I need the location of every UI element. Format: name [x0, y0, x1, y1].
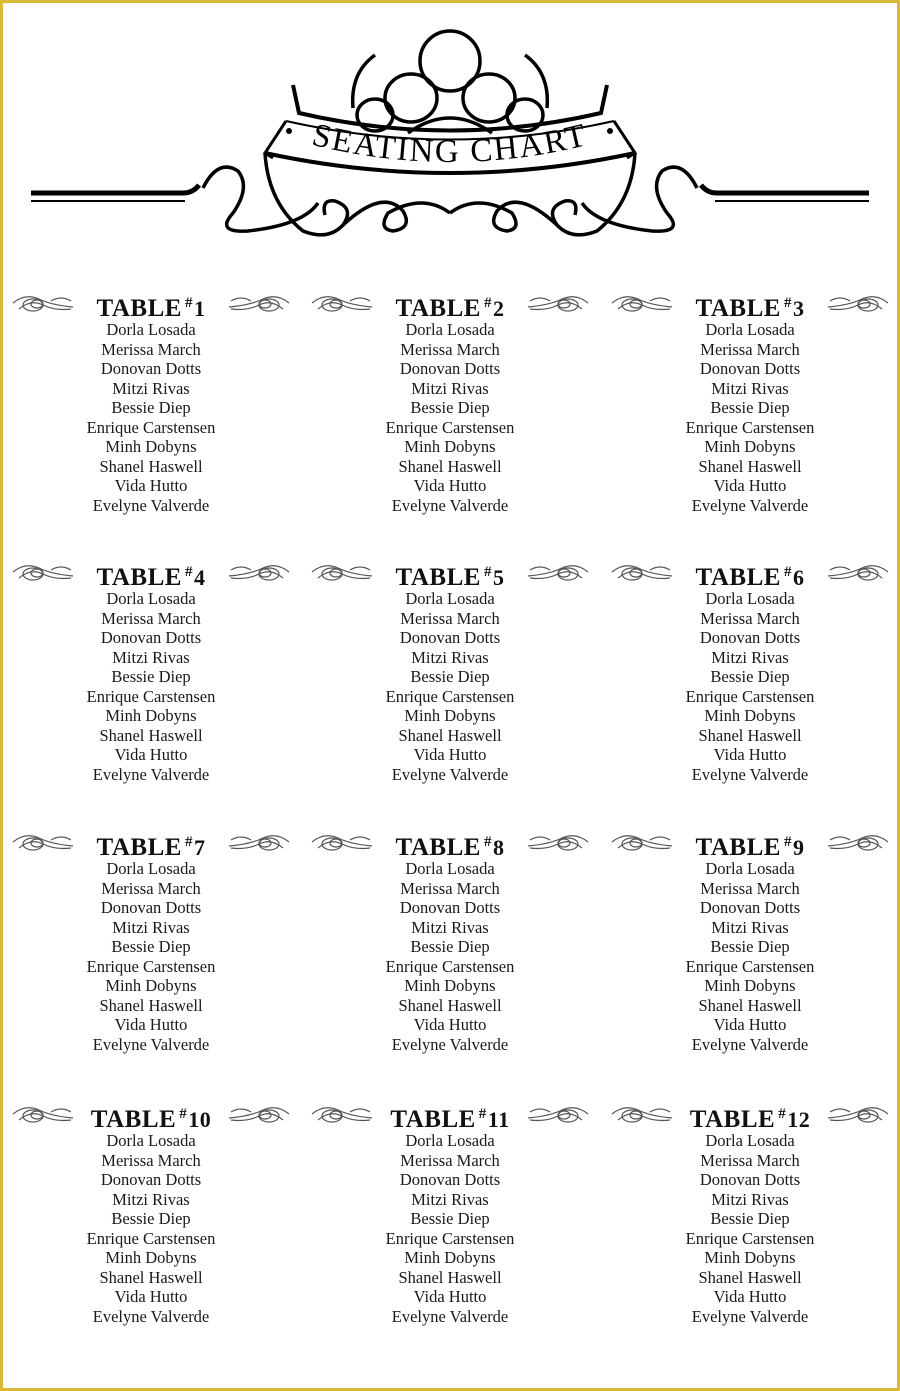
guest-name: Evelyne Valverde [691, 1034, 809, 1054]
guest-name: Shanel Haswell [99, 1267, 203, 1287]
guest-name: Evelyne Valverde [391, 764, 509, 784]
guest-name: Shanel Haswell [698, 456, 802, 476]
guest-name: Minh Dobyns [704, 1248, 796, 1267]
guest-name: Enrique Carstensen [86, 956, 216, 976]
guest-name: Minh Dobyns [404, 1248, 496, 1267]
guest-name: Bessie Diep [710, 667, 790, 686]
guest-name: Dorla Losada [405, 320, 495, 339]
table-number: 10 [188, 1107, 212, 1132]
guest-name: Minh Dobyns [105, 437, 197, 456]
guest-list [610, 320, 890, 515]
guest-name: Merissa March [700, 1150, 800, 1170]
guest-name: Vida Hutto [713, 1015, 787, 1034]
table-card [610, 1097, 890, 1326]
flourish-right-icon [526, 558, 590, 588]
guest-name: Vida Hutto [114, 1287, 188, 1306]
guest-name: Dorla Losada [705, 1131, 795, 1150]
guest-name: Bessie Diep [710, 398, 790, 417]
guest-name: Mitzi Rivas [411, 1189, 489, 1209]
guest-name: Dorla Losada [106, 320, 196, 339]
table-heading [11, 1097, 291, 1131]
page-title: SEATING CHART [308, 117, 592, 171]
guest-name: Evelyne Valverde [691, 764, 809, 784]
table-card [310, 286, 590, 515]
seating-chart-page [3, 3, 897, 1388]
table-label: TABLE [96, 295, 182, 322]
table-label: TABLE [395, 564, 481, 591]
table-number-sign: # [483, 834, 492, 850]
guest-name: Vida Hutto [413, 1015, 487, 1034]
guest-name: Mitzi Rivas [711, 647, 789, 667]
guest-name: Vida Hutto [413, 476, 487, 495]
guest-name: Vida Hutto [713, 745, 787, 764]
guest-name: Minh Dobyns [404, 437, 496, 456]
table-label: TABLE [96, 564, 182, 591]
table-card [610, 286, 890, 515]
table-label: TABLE [695, 834, 781, 861]
guest-name: Donovan Dotts [100, 1170, 202, 1189]
guest-name: Shanel Haswell [398, 725, 502, 745]
guest-list [11, 1131, 291, 1326]
table-number-sign: # [483, 564, 492, 580]
table-card [610, 555, 890, 784]
guest-name: Mitzi Rivas [112, 647, 190, 667]
guest-name: Minh Dobyns [404, 706, 496, 725]
table-number: 2 [492, 296, 505, 321]
guest-name: Evelyne Valverde [391, 1034, 509, 1054]
guest-name: Bessie Diep [111, 667, 191, 686]
table-number-sign: # [184, 295, 193, 311]
guest-name: Donovan Dotts [100, 359, 202, 378]
svg-text:SEATING CHART [309, 117, 591, 170]
table-label: TABLE [689, 1106, 776, 1133]
guest-name: Bessie Diep [410, 667, 490, 686]
guest-name: Enrique Carstensen [685, 956, 815, 976]
table-number-sign: # [783, 295, 792, 311]
guest-name: Merissa March [700, 878, 800, 898]
guest-name: Mitzi Rivas [112, 378, 190, 398]
guest-name: Minh Dobyns [105, 1248, 197, 1267]
guest-name: Enrique Carstensen [385, 686, 515, 706]
table-heading [310, 1097, 590, 1131]
guest-name: Bessie Diep [710, 937, 790, 956]
guest-name: Bessie Diep [410, 1209, 490, 1228]
guest-name: Enrique Carstensen [685, 1228, 815, 1248]
flourish-right-icon [227, 289, 291, 319]
guest-name: Evelyne Valverde [391, 1306, 509, 1326]
table-number-sign: # [179, 1106, 188, 1122]
guest-name: Shanel Haswell [698, 725, 802, 745]
table-card [310, 1097, 590, 1326]
guest-name: Vida Hutto [413, 745, 487, 764]
guest-list [610, 589, 890, 784]
guest-name: Vida Hutto [114, 476, 188, 495]
table-number: 6 [792, 565, 805, 590]
guest-name: Donovan Dotts [699, 628, 801, 647]
table-label: TABLE [90, 1106, 177, 1133]
guest-name: Dorla Losada [106, 589, 196, 608]
table-number-sign: # [184, 564, 193, 580]
guest-name: Enrique Carstensen [86, 686, 216, 706]
guest-name: Merissa March [700, 339, 800, 359]
guest-name: Evelyne Valverde [92, 1034, 210, 1054]
guest-list [310, 859, 590, 1054]
guest-name: Vida Hutto [114, 1015, 188, 1034]
guest-name: Donovan Dotts [699, 359, 801, 378]
guest-name: Bessie Diep [410, 937, 490, 956]
guest-name: Dorla Losada [405, 589, 495, 608]
table-card [610, 825, 890, 1054]
guest-name: Enrique Carstensen [685, 686, 815, 706]
guest-name: Enrique Carstensen [385, 1228, 515, 1248]
table-heading [610, 1097, 890, 1131]
guest-name: Donovan Dotts [699, 898, 801, 917]
table-label: TABLE [695, 564, 781, 591]
table-card [310, 825, 590, 1054]
flourish-right-icon [826, 558, 890, 588]
guest-name: Dorla Losada [705, 589, 795, 608]
guest-list [11, 589, 291, 784]
flourish-right-icon [826, 1100, 890, 1130]
guest-name: Minh Dobyns [105, 976, 197, 995]
guest-name: Vida Hutto [713, 1287, 787, 1306]
table-card [11, 825, 291, 1054]
guest-name: Shanel Haswell [99, 725, 203, 745]
table-heading [610, 555, 890, 589]
guest-name: Dorla Losada [405, 859, 495, 878]
guest-name: Evelyne Valverde [92, 764, 210, 784]
guest-name: Minh Dobyns [704, 437, 796, 456]
guest-name: Evelyne Valverde [391, 495, 509, 515]
guest-name: Shanel Haswell [398, 1267, 502, 1287]
guest-name: Merissa March [400, 339, 500, 359]
flourish-right-icon [526, 289, 590, 319]
table-card [11, 1097, 291, 1326]
guest-name: Mitzi Rivas [711, 917, 789, 937]
table-number: 11 [487, 1107, 510, 1132]
table-number-sign: # [783, 564, 792, 580]
guest-name: Donovan Dotts [399, 1170, 501, 1189]
guest-name: Evelyne Valverde [92, 495, 210, 515]
guest-list [310, 320, 590, 515]
table-number: 8 [492, 835, 505, 860]
table-heading [610, 286, 890, 320]
guest-name: Enrique Carstensen [86, 1228, 216, 1248]
flourish-right-icon [526, 1100, 590, 1130]
guest-name: Merissa March [101, 878, 201, 898]
guest-name: Donovan Dotts [100, 898, 202, 917]
guest-name: Mitzi Rivas [711, 1189, 789, 1209]
guest-name: Shanel Haswell [398, 995, 502, 1015]
guest-name: Donovan Dotts [399, 359, 501, 378]
guest-name: Bessie Diep [111, 1209, 191, 1228]
guest-name: Dorla Losada [705, 320, 795, 339]
guest-name: Shanel Haswell [698, 1267, 802, 1287]
guest-name: Enrique Carstensen [385, 956, 515, 976]
guest-name: Mitzi Rivas [411, 378, 489, 398]
guest-name: Shanel Haswell [99, 456, 203, 476]
guest-name: Minh Dobyns [404, 976, 496, 995]
guest-name: Enrique Carstensen [385, 417, 515, 437]
table-number: 1 [193, 296, 206, 321]
guest-name: Vida Hutto [713, 476, 787, 495]
header-ornament [3, 3, 897, 253]
guest-name: Bessie Diep [111, 937, 191, 956]
guest-name: Dorla Losada [705, 859, 795, 878]
guest-name: Enrique Carstensen [86, 417, 216, 437]
table-label: TABLE [390, 1106, 476, 1133]
table-label: TABLE [695, 295, 781, 322]
guest-name: Merissa March [400, 878, 500, 898]
guest-name: Mitzi Rivas [711, 378, 789, 398]
table-number: 5 [492, 565, 505, 590]
guest-name: Mitzi Rivas [411, 647, 489, 667]
guest-name: Bessie Diep [710, 1209, 790, 1228]
table-number: 12 [787, 1107, 811, 1132]
guest-name: Donovan Dotts [399, 628, 501, 647]
guest-name: Shanel Haswell [99, 995, 203, 1015]
table-number: 4 [193, 565, 206, 590]
guest-name: Minh Dobyns [704, 706, 796, 725]
guest-name: Evelyne Valverde [92, 1306, 210, 1326]
guest-list [610, 1131, 890, 1326]
table-card [11, 555, 291, 784]
flourish-right-icon [227, 1100, 291, 1130]
guest-name: Merissa March [101, 608, 201, 628]
table-heading [11, 825, 291, 859]
guest-name: Donovan Dotts [399, 898, 501, 917]
guest-name: Shanel Haswell [398, 456, 502, 476]
table-heading [11, 555, 291, 589]
table-label: TABLE [395, 834, 481, 861]
guest-list [11, 320, 291, 515]
flourish-right-icon [227, 828, 291, 858]
table-number-sign: # [483, 295, 492, 311]
guest-name: Shanel Haswell [698, 995, 802, 1015]
table-number: 7 [193, 835, 206, 860]
guest-name: Minh Dobyns [704, 976, 796, 995]
table-card [11, 286, 291, 515]
flourish-right-icon [826, 289, 890, 319]
flourish-right-icon [826, 828, 890, 858]
guest-list [310, 1131, 590, 1326]
guest-name: Enrique Carstensen [685, 417, 815, 437]
guest-name: Merissa March [101, 1150, 201, 1170]
guest-list [310, 589, 590, 784]
table-label: TABLE [395, 295, 481, 322]
guest-name: Mitzi Rivas [112, 1189, 190, 1209]
guest-list [11, 859, 291, 1054]
guest-name: Dorla Losada [106, 859, 196, 878]
table-heading [310, 825, 590, 859]
guest-name: Mitzi Rivas [411, 917, 489, 937]
flourish-right-icon [227, 558, 291, 588]
table-number-sign: # [783, 834, 792, 850]
table-number-sign: # [184, 834, 193, 850]
guest-name: Evelyne Valverde [691, 1306, 809, 1326]
guest-name: Mitzi Rivas [112, 917, 190, 937]
table-number: 3 [792, 296, 805, 321]
table-number-sign: # [778, 1106, 787, 1122]
table-heading [11, 286, 291, 320]
guest-name: Bessie Diep [410, 398, 490, 417]
guest-name: Evelyne Valverde [691, 495, 809, 515]
table-number: 9 [792, 835, 805, 860]
guest-name: Donovan Dotts [100, 628, 202, 647]
guest-name: Dorla Losada [106, 1131, 196, 1150]
table-label: TABLE [96, 834, 182, 861]
guest-name: Donovan Dotts [699, 1170, 801, 1189]
guest-name: Merissa March [101, 339, 201, 359]
guest-name: Bessie Diep [111, 398, 191, 417]
guest-name: Vida Hutto [413, 1287, 487, 1306]
guest-name: Minh Dobyns [105, 706, 197, 725]
guest-name: Vida Hutto [114, 745, 188, 764]
guest-list [610, 859, 890, 1054]
guest-name: Dorla Losada [405, 1131, 495, 1150]
table-heading [310, 286, 590, 320]
title-arc [3, 3, 897, 253]
table-heading [610, 825, 890, 859]
flourish-right-icon [526, 828, 590, 858]
guest-name: Merissa March [400, 1150, 500, 1170]
table-card [310, 555, 590, 784]
guest-name: Merissa March [700, 608, 800, 628]
table-number-sign: # [478, 1106, 487, 1122]
guest-name: Merissa March [400, 608, 500, 628]
table-heading [310, 555, 590, 589]
